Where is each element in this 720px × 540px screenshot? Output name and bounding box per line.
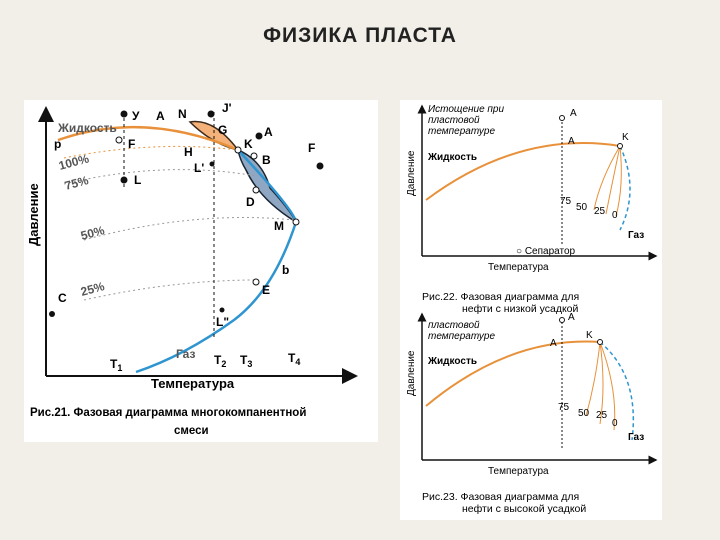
fig22-separator: ○ Сепаратор <box>516 246 576 257</box>
fig22-region-liquid: Жидкость <box>428 152 477 163</box>
point-L2 <box>220 308 225 313</box>
fig22-quality-25-label: 25 <box>594 206 606 217</box>
fig23-quality-75 <box>586 342 600 416</box>
point-L <box>121 177 128 184</box>
fig22-quality-75 <box>594 146 620 210</box>
fig22-dew-curve <box>620 146 630 230</box>
label-H: H <box>184 145 193 159</box>
fig22-region-gas: Газ <box>628 230 645 241</box>
curve-25-label: 25% <box>79 279 106 299</box>
dew-point-curve <box>136 150 296 372</box>
label-E: E <box>262 283 271 297</box>
point-N <box>208 111 215 118</box>
point-y <box>121 111 128 118</box>
fig23-label-A: A <box>550 338 557 349</box>
point-D <box>253 187 259 193</box>
label-b: b <box>282 263 290 277</box>
fig23-caption-line2: нефти с высокой усадкой <box>462 503 587 515</box>
point-M <box>293 219 299 225</box>
figure-21-caption-line2: смеси <box>174 425 209 437</box>
fig23-quality-50-label: 50 <box>578 408 590 419</box>
point-F-right <box>317 163 324 170</box>
fig22-x-axis-label: Температура <box>488 262 549 273</box>
fig23-caption-line1: Рис.23. Фазовая диаграмма для <box>422 491 580 503</box>
region-gas-label: Газ <box>176 347 196 361</box>
point-F-left <box>116 137 122 143</box>
figure-22-23-diagram <box>400 100 662 520</box>
curve-100-label: 100% <box>57 151 91 173</box>
fig22-point-K <box>618 144 623 149</box>
label-M: M <box>274 219 284 233</box>
curve-75-label: 75% <box>63 173 90 193</box>
fig22-quality-25 <box>616 146 621 216</box>
fig23-quality-25-label: 25 <box>596 410 608 421</box>
label-D: D <box>246 195 255 209</box>
label-K: K <box>244 137 253 151</box>
fig23-y-axis-label: Давление <box>406 350 417 396</box>
fig23-note-line2: температуре <box>428 331 496 342</box>
label-F-left: F <box>128 137 136 151</box>
fig22-quality-75-label: 75 <box>560 196 572 207</box>
label-y: У <box>132 109 140 123</box>
fig23-region-liquid: Жидкость <box>428 356 477 367</box>
fig22-note-line3: температуре <box>428 126 496 137</box>
label-T3: $T_3$ <box>240 353 253 369</box>
label-T4: $T_4$ <box>288 351 301 367</box>
fig23-x-axis-label: Температура <box>488 466 549 477</box>
fig23-point-A-top <box>560 318 565 323</box>
label-N: N <box>178 107 187 121</box>
quality-curve-100 <box>64 146 238 158</box>
fig22-note-line2: пластовой <box>428 115 480 126</box>
point-B <box>251 153 257 159</box>
label-B: B <box>262 153 271 167</box>
fig22-quality-50-label: 50 <box>576 202 588 213</box>
fig22-note-line1: Истощение при <box>428 104 505 115</box>
p-label: p <box>54 137 62 151</box>
figure-22-23-panel <box>400 100 662 520</box>
point-L1 <box>210 162 215 167</box>
y-axis-label: Давление <box>26 183 41 246</box>
fig23-point-K <box>598 340 603 345</box>
label-L1: L' <box>194 161 205 175</box>
fig22-quality-0-label: 0 <box>612 210 618 221</box>
fig22-label-A-top: A <box>570 108 577 119</box>
region-liquid-label: Жидкость <box>58 121 117 135</box>
point-C <box>49 311 55 317</box>
fig23-quality-75-label: 75 <box>558 402 570 413</box>
point-E <box>253 279 259 285</box>
label-C: C <box>58 291 67 305</box>
fig22-label-A: A <box>568 136 575 147</box>
fig22-label-K: K <box>622 132 629 143</box>
point-K <box>235 147 241 153</box>
fig22-caption-line2: нефти с низкой усадкой <box>462 303 579 315</box>
label-F-right: F <box>308 141 316 155</box>
quality-curve-50 <box>84 218 294 241</box>
quality-curve-75 <box>64 170 256 184</box>
label-L: L <box>134 173 142 187</box>
curve-50-label: 50% <box>79 223 106 243</box>
fig22-point-A-top <box>560 116 565 121</box>
fig23-note-line1: пластовой <box>428 320 480 331</box>
label-T1: $T_1$ <box>110 357 123 373</box>
fig23-region-gas: Газ <box>628 432 645 443</box>
fig22-y-axis-label: Давление <box>406 150 417 196</box>
fig23-bubble-curve <box>426 342 600 406</box>
fig22-quality-50 <box>606 146 620 214</box>
label-A-top: A <box>156 109 165 123</box>
figure-21-panel <box>24 100 378 442</box>
figure-21-caption-line1: Рис.21. Фазовая диаграмма многокомпанентной <box>30 407 307 419</box>
x-axis-label: Температура <box>151 376 235 391</box>
fig22-caption-line1: Рис.22. Фазовая диаграмма для <box>422 291 580 303</box>
point-A-right <box>256 133 263 140</box>
label-T2: $T_2$ <box>214 353 227 369</box>
fig23-label-A-top: A <box>568 312 575 323</box>
label-L2: L" <box>216 315 230 329</box>
label-A-right: A <box>264 125 273 139</box>
label-J: J' <box>222 101 232 115</box>
fig23-label-K: K <box>586 330 593 341</box>
figure-21-diagram <box>24 100 378 442</box>
quality-curve-25 <box>84 280 256 300</box>
label-G: G <box>218 123 228 137</box>
slide-title: ФИЗИКА ПЛАСТА <box>263 24 457 47</box>
fig23-quality-0-label: 0 <box>612 418 618 429</box>
